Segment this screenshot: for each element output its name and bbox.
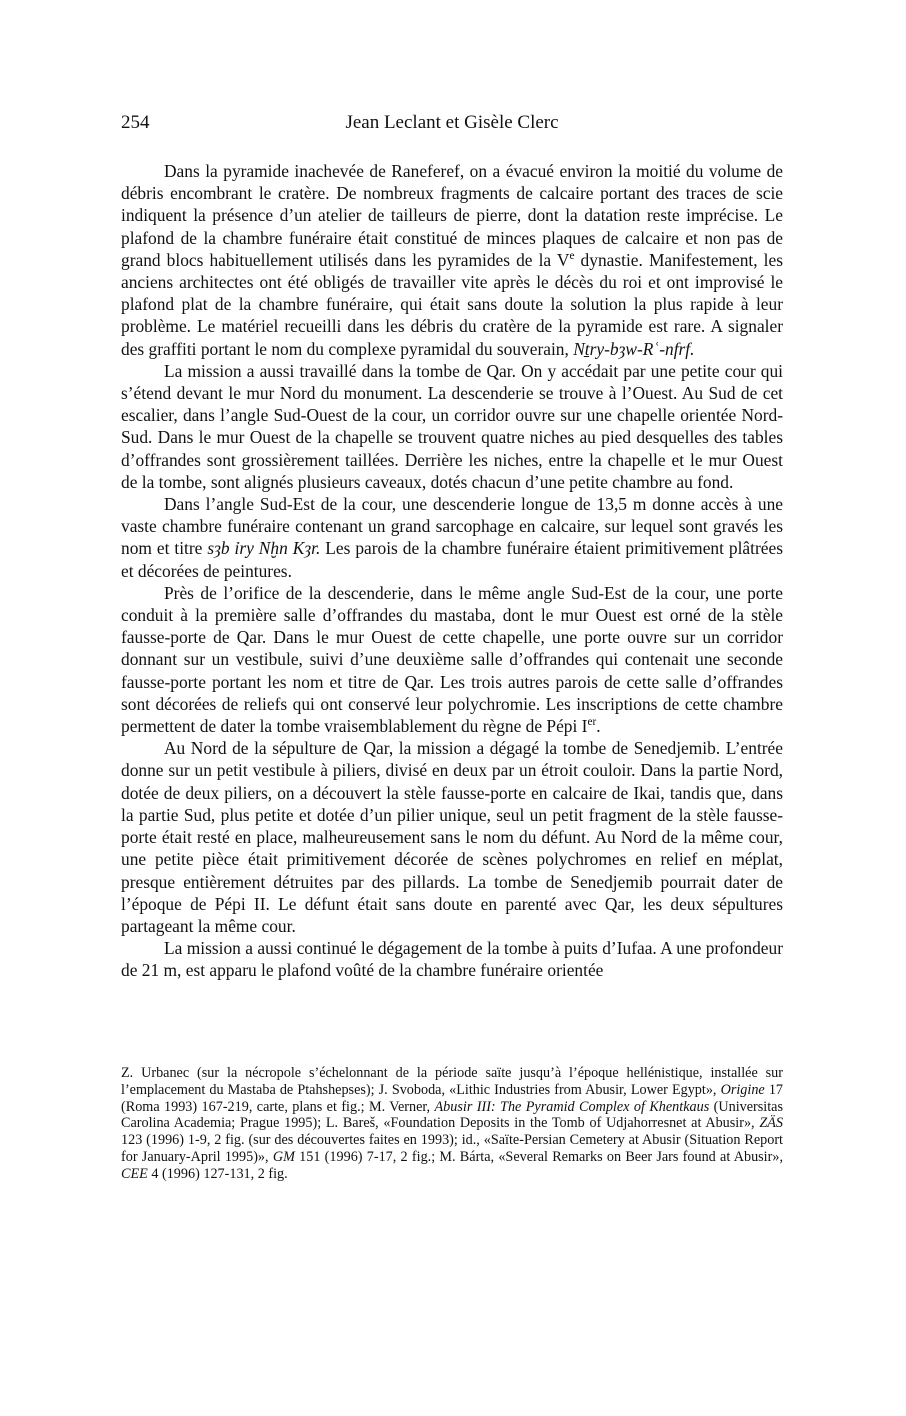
footnote-segment: 4 (1996) 127-131, 2 fig. <box>147 1165 288 1182</box>
footnote-segment: (Universitas Carolina Academia; Prague 1995); L. Bareš, «Foundation Deposits in the Tomb of Udjahorresnet at Abusir», <box>121 1098 783 1132</box>
footnote-segment: Z. Urbanec (sur la nécropole s’échelonnant de la période saïte jusqu’à l’époque hellénistique, installée sur l’emplacement du Mastaba de Ptahshepses); J. Svoboda, «Lithic Industries from Abusir, Lower Egypt», <box>121 1065 783 1098</box>
paragraph-text: Dans la pyramide inachevée de Raneferef, on a évacué environ la moitié du volume de débris encombrant le cratère. De nombreux fragments de calcaire portant des traces de scie indiquent la présence d’un atelier de tailleurs de pierre, dont la datation reste imprécise. Le plafond de la chambre funéraire était constitué de minces plaques de calcaire et non pas de grand blocs habituellement utilisés dans les pyramides de la V <box>121 161 783 270</box>
superscript: e <box>569 250 575 263</box>
paragraph-text: Dans l’angle Sud-Est de la cour, une descenderie longue de 13,5 m donne accès à une vaste chambre funéraire contenant un grand sarcophage en calcaire, sur lequel sont gravés les nom et titre <box>121 494 783 559</box>
journal-title: GM <box>272 1148 295 1165</box>
journal-title: Origine <box>720 1081 765 1098</box>
page-header <box>121 112 783 142</box>
footnote-segment: 123 (1996) 1-9, 2 fig. (sur des découvertes faites en 1993); id., «Saïte-Persian Cemetery at Abusir (Situation Report for January-April 1995)», <box>121 1132 783 1165</box>
paragraph-text: dynastie. Manifestement, les anciens architectes ont été obligés de travailler vite après le décès du roi et ont improvisé le plafond plat de la chambre funéraire, qui était sans doute la solution la plus rapide à leur problème. Le matériel recueilli dans les débris du cratère de la pyramide est rare. A signaler des graffiti portant le nom du complexe pyramidal du souverain, <box>121 249 783 359</box>
paragraph-raneferef <box>121 160 783 360</box>
journal-title: ZÄS <box>759 1115 783 1132</box>
footnote-segment: 151 (1996) 7-17, 2 fig.; M. Bárta, «Several Remarks on Beer Jars found at Abusir», <box>294 1148 783 1165</box>
paragraph-iufaa: La mission a aussi continué le dégagement de la tombe à puits d’Iufaa. A une profondeur de 21 m, est apparu le plafond voûté de la chambre funéraire orientée <box>121 938 783 981</box>
footnote-text <box>121 1065 783 1183</box>
body-text <box>121 160 783 982</box>
footnote-segment: 17 (Roma 1993) 167-219, carte, plans et fig.; M. Verner, <box>121 1081 784 1115</box>
journal-title: CEE <box>121 1165 148 1182</box>
paragraph-text: Près de l’orifice de la descenderie, dans le même angle Sud-Est de la cour, une porte conduit à la première salle d’offrandes du mastaba, dont le mur Ouest est orné de la stèle fausse-porte de Qar. Dans le mur Ouest de cette chapelle, une porte ouvre sur un corridor donnant sur un vestibule, suivi d’une deuxième salle d’offrandes qui contenait une seconde fausse-porte portant les nom et titre de Qar. Les trois autres parois de cette salle d’offrandes sont décorées de reliefs qui ont conservé leur polychromie. Les inscriptions de cette chambre permettent de dater la tombe vraisemblablement du règne de Pépi I <box>121 582 783 737</box>
transliteration: sȝb ỉry Nḫn Kȝr. <box>207 538 321 559</box>
paragraph-text: . <box>596 716 601 737</box>
running-head: Jean Leclant et Gisèle Clerc <box>345 112 559 133</box>
paragraph-senedjemib: Au Nord de la sépulture de Qar, la mission a dégagé la tombe de Senedjemib. L’entrée donne sur un petit vestibule à piliers, divisé en deux par un étroit couloir. Dans la partie Nord, dotée de deux piliers, on a découvert la stèle fausse-porte en calcaire de Ikai, tandis que, dans la partie Sud, plus petite et dotée d’un pilier unique, seul un petit fragment de la stèle fausse-porte était resté en place, malheureusement sans le nom du défunt. Au Nord de la même cour, une petite pièce était primitivement décorée de scènes polychromes en relief en méplat, presque entièrement détruites par des pillards. La tombe de Senedjemib pourrait dater de l’époque de Pépi II. Le défunt était sans doute en parenté avec Qar, les deux sépultures partageant la même cour. <box>121 738 783 936</box>
paragraph-burial-chamber <box>121 493 783 582</box>
paragraph-text: Les parois de la chambre funéraire étaient primitivement plâtrées et décorées de peintures. <box>121 538 783 581</box>
footnote <box>121 1065 783 1183</box>
paragraph-offering-halls <box>121 582 783 737</box>
book-title: Abusir III: The Pyramid Complex of Khentkaus <box>434 1098 710 1115</box>
paragraph-tomb-of-qar: La mission a aussi travaillé dans la tombe de Qar. On y accédait par une petite cour qui s’étend devant le mur Nord du monument. La descenderie se trouve à l’Ouest. Au Sud de cet escalier, dans l’angle Sud-Ouest de la cour, un corridor ouvre sur une chapelle orientée Nord-Sud. Dans le mur Ouest de la chapelle se trouvent quatre niches au pied desquelles des tables d’offrandes sont grossièrement taillées. Derrière les niches, entre la chapelle et le mur Ouest de la tombe, sont alignés plusieurs caveaux, dotés chacun d’une petite chambre au fond. <box>121 360 783 492</box>
superscript: er <box>587 716 597 729</box>
transliteration: Nṯry-bȝw-Rʿ-nfrf. <box>573 338 695 359</box>
page-number: 254 <box>121 112 150 133</box>
